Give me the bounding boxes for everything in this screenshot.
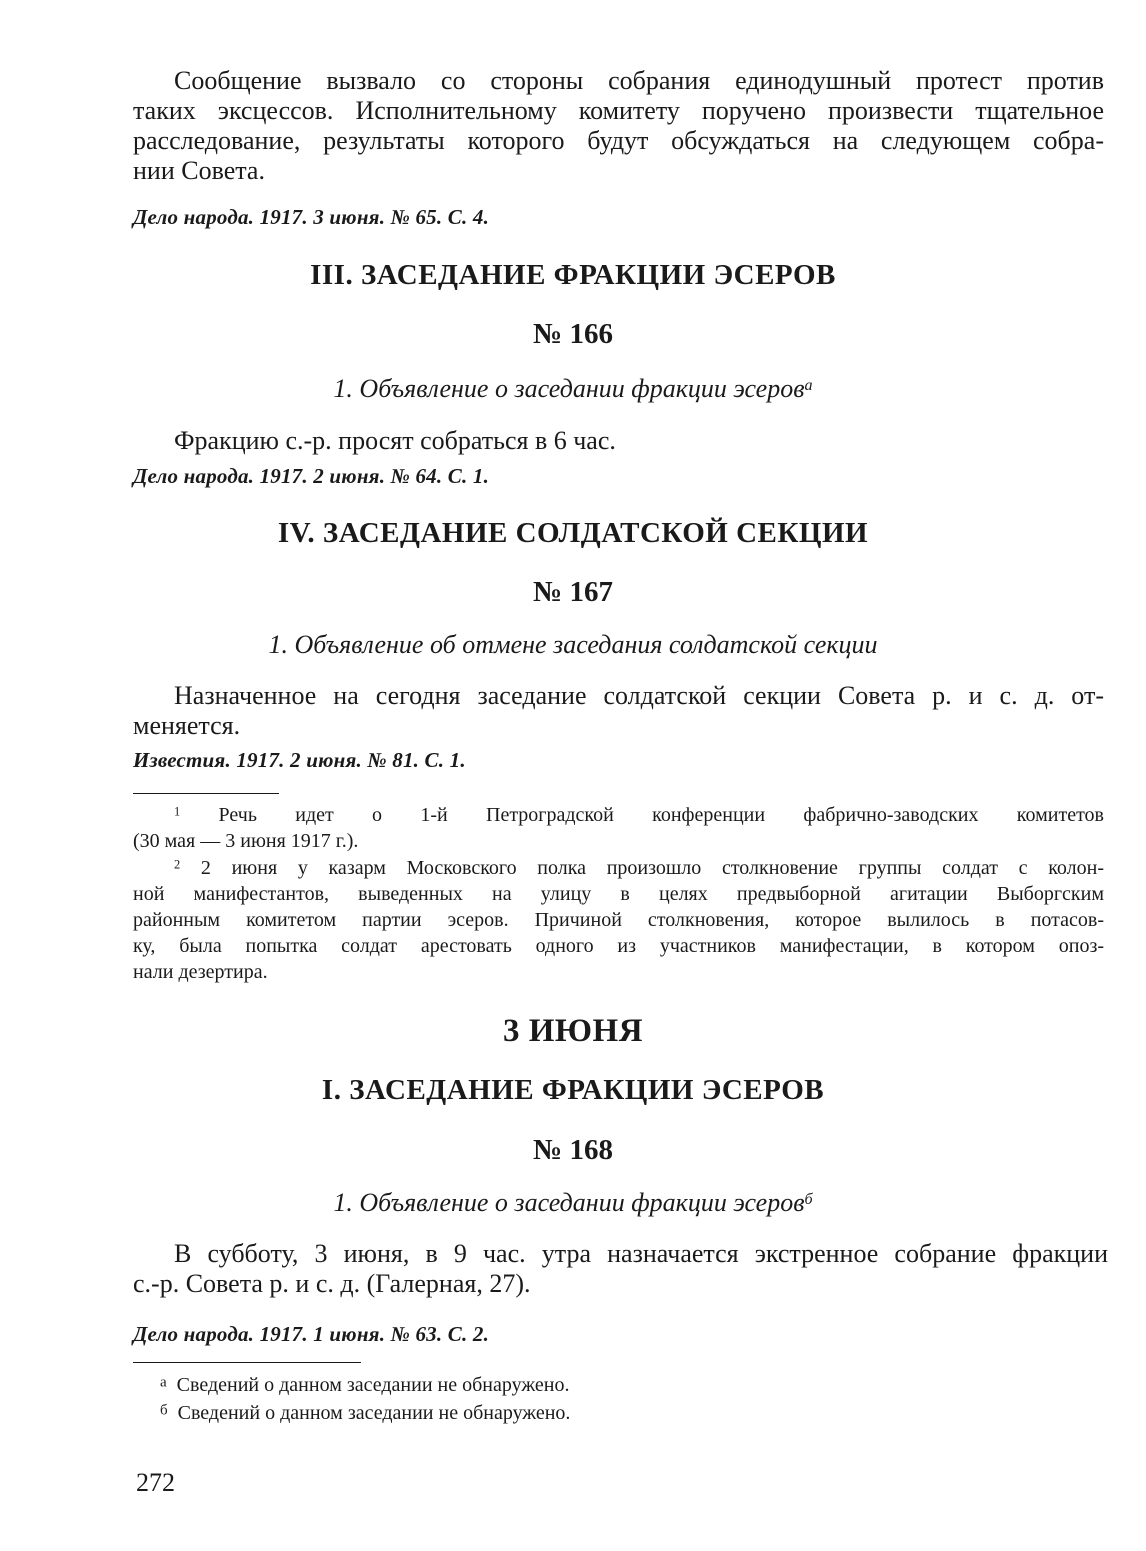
footnote-ref-b: б <box>804 1190 813 1208</box>
section-i-body-line-1: В субботу, 3 июня, в 9 час. утра назначается экстренное собрание фракции <box>174 1239 1108 1268</box>
section-i-doc-number: № 168 <box>533 1134 613 1166</box>
section-i-source: Дело народа. 1917. 1 июня. № 63. С. 2. <box>133 1322 490 1346</box>
section-iii-doc-number: № 166 <box>533 318 613 350</box>
footnote-2-line-2: ной манифестантов, выведенных на улицу в целях предвыборной агитации Выборгским <box>133 883 1104 905</box>
section-iv-body-line-2: меняется. <box>133 711 241 740</box>
date-heading: 3 ИЮНЯ <box>502 1013 644 1049</box>
page-number: 272 <box>136 1468 175 1497</box>
top-paragraph-line-4: нии Совета. <box>133 156 265 185</box>
section-iii-source: Дело народа. 1917. 2 июня. № 64. С. 1. <box>133 464 490 488</box>
footnote-1-line-2: (30 мая — 3 июня 1917 г.). <box>133 830 359 852</box>
section-iv-title: IV. ЗАСЕДАНИЕ СОЛДАТСКОЙ СЕКЦИИ <box>277 517 869 549</box>
footnote-2-line-5: нали дезертира. <box>133 961 268 983</box>
footnote-divider <box>133 793 279 794</box>
footnote-a: $^а$ Сведений о данном заседании не обнаружено. <box>160 1374 570 1396</box>
section-iv-body-line-1: Назначенное на сегодня заседание солдатской секции Совета р. и с. д. от- <box>174 681 1104 710</box>
footnote-ref-a: а <box>804 376 813 394</box>
footnote-b: $^б$ Сведений о данном заседании не обнаружено. <box>160 1402 571 1424</box>
section-i-body-line-2: с.-р. Совета р. и с. д. (Галерная, 27). <box>133 1269 531 1298</box>
section-iv-source: Известия. 1917. 2 июня. № 81. С. 1. <box>133 748 466 772</box>
top-paragraph-line-3: расследование, результаты которого будут обсуждаться на следующем собра- <box>133 126 1104 155</box>
section-iii-title: III. ЗАСЕДАНИЕ ФРАКЦИИ ЭСЕРОВ <box>310 259 836 291</box>
section-i-title: I. ЗАСЕДАНИЕ ФРАКЦИИ ЭСЕРОВ <box>321 1074 825 1106</box>
top-paragraph-source: Дело народа. 1917. 3 июня. № 65. С. 4. <box>133 205 490 229</box>
section-i-subtitle: 1. Объявление о заседании фракции эсеров$^б$ <box>333 1188 813 1217</box>
footnote-2-line-3: районным комитетом партии эсеров. Причиной столкновения, которое вылилось в потасов- <box>133 909 1104 931</box>
footnote-2-line-1: $^2$ 2 июня у казарм Московского полка произошло столкновение группы солдат с колон- <box>174 857 1105 879</box>
section-iv-subtitle: 1. Объявление об отмене заседания солдатской секции <box>268 630 878 659</box>
footnote-2-line-4: ку, была попытка солдат арестовать одного из участников манифестации, в котором опоз- <box>133 935 1104 957</box>
footnote-divider-2 <box>133 1362 361 1363</box>
footnote-1-line-1: $^1$ Речь идет о 1-й Петроградской конференции фабрично-заводских комитетов <box>174 804 1105 826</box>
top-paragraph-line-1: Сообщение вызвало со стороны собрания единодушный протест против <box>174 66 1104 95</box>
section-iii-body: Фракцию с.-р. просят собраться в 6 час. <box>174 426 616 455</box>
section-iv-doc-number: № 167 <box>533 576 613 608</box>
section-iii-subtitle: 1. Объявление о заседании фракции эсеров$^а$ <box>333 374 813 403</box>
top-paragraph-line-2: таких эксцессов. Исполнительному комитету поручено произвести тщательное <box>133 96 1104 125</box>
